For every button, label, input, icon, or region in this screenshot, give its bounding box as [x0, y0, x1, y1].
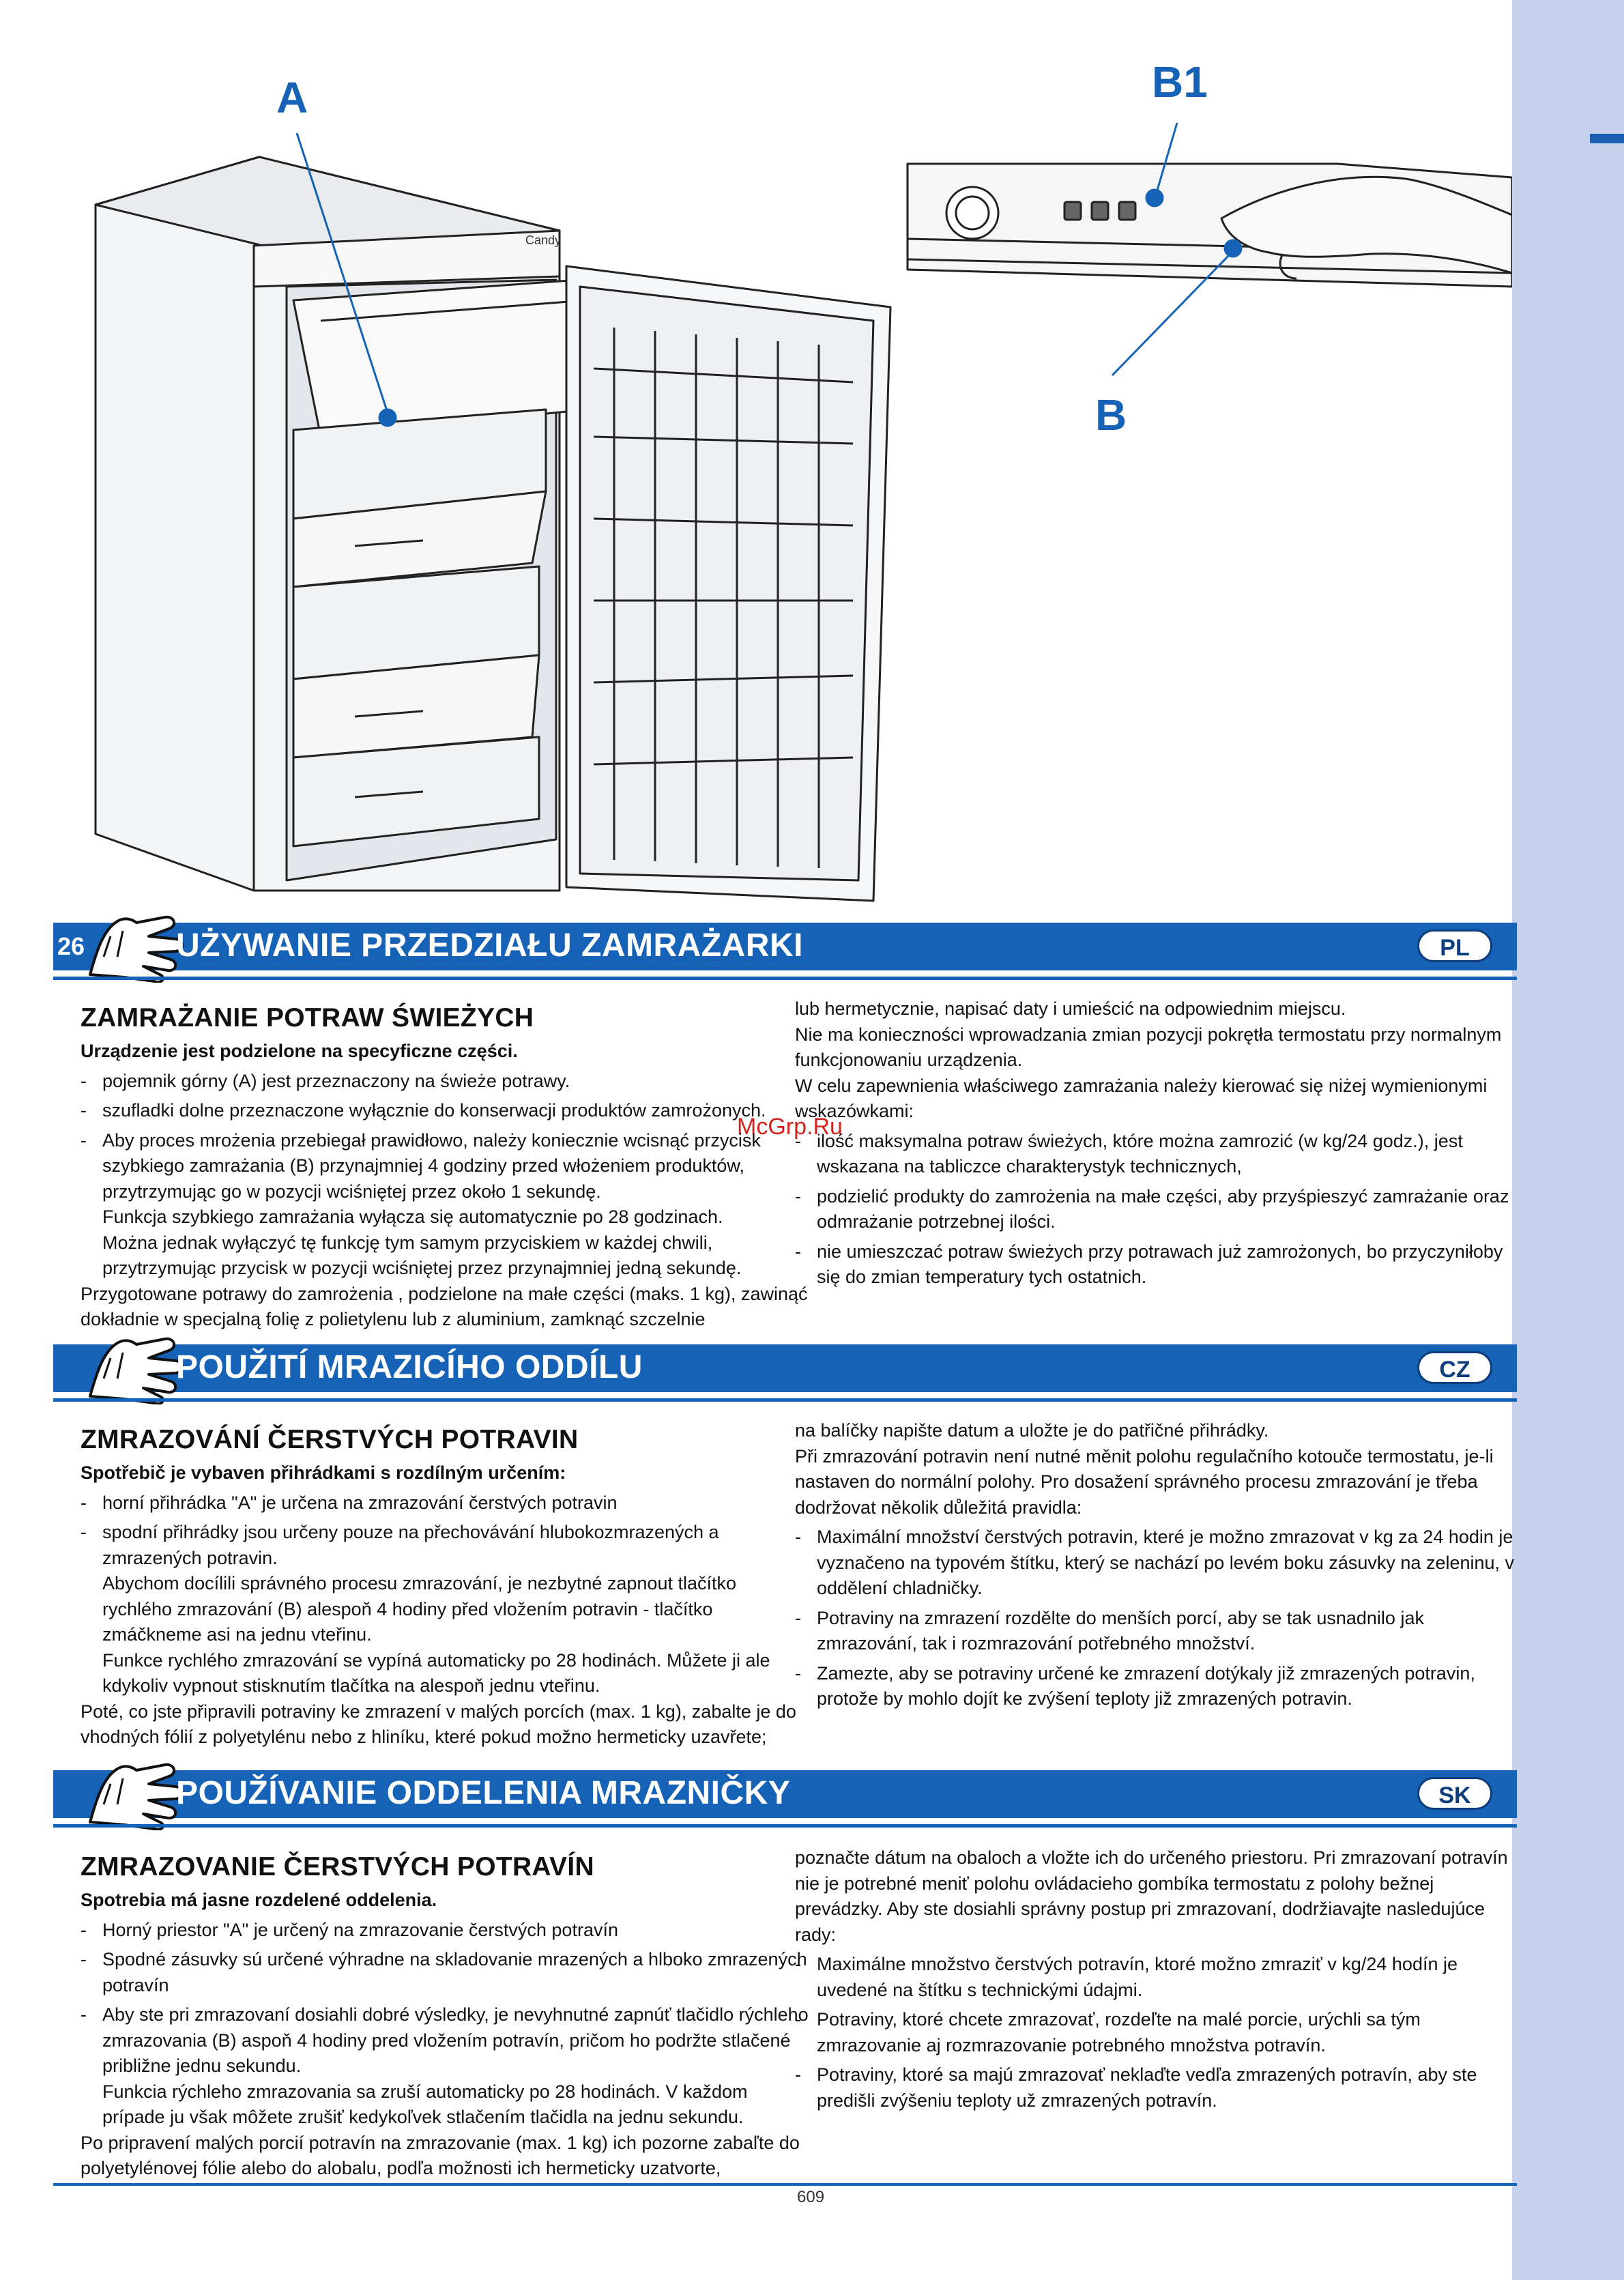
paragraph: Poté, co jste připravili potraviny ke zmrazení v malých porcích (max. 1 kg), zabalte je do vhodných fólií z polyetylénu nebo z hliníku, které pokud možno hermeticky uzavřete;	[81, 1701, 796, 1747]
hand-icon	[83, 1757, 186, 1830]
paragraph: Spotrebia má jasne rozdelené oddelenia.	[81, 1890, 437, 1910]
band-underline	[53, 977, 1517, 980]
page-folio: 609	[797, 2188, 825, 2206]
paragraph: Przygotowane potrawy do zamrożenia , podzielone na małe części (maks. 1 kg), zawinąć dokładnie w specjalną folię z polietylenu lub z aluminium, zamknąć szczelnie	[81, 1283, 808, 1329]
paragraph: Funkcia rýchleho zmrazovania sa zruší automaticky po 28 hodinách. V každom prípade ju však môžete zrušiť kedykoľvek stlačením tlačidla na jednu sekundu.	[102, 2081, 748, 2127]
paragraph: Można jednak wyłączyć tę funkcję tym samym przyciskiem w każdej chwili, przytrzymując przycisk w pozycji wciśniętej przez przynajmniej jedną sekundę.	[102, 1232, 742, 1278]
hand-icon	[83, 909, 186, 983]
bullet-item: - Aby ste pri zmrazovaní dosiahli dobré výsledky, je nevyhnutné zapnúť tlačidlo rýchleho zmrazovania (B) aspoň 4 hodiny pred vložením potravín, pričom ho podržte stlačené približne jednu sekundu.	[81, 2002, 809, 2079]
paragraph: na balíčky napište datum a uložte je do patřičné přihrádky.	[795, 1420, 1269, 1441]
language-badge: CZ	[1417, 1351, 1492, 1384]
bullet-item: - podzielić produkty do zamrożenia na małe części, aby przyśpieszyć zamrażanie oraz odmrażanie potrzebnej ilości.	[795, 1184, 1524, 1235]
paragraph: Po pripravení malých porcií potravín na zmrazovanie (max. 1 kg) ich pozorne zabaľte do polyetylénovej fólie alebo do alobalu, podľa možnosti ich hermeticky uzatvorte,	[81, 2132, 800, 2178]
section-title: UŻYWANIE PRZEDZIAŁU ZAMRAŻARKI	[176, 927, 803, 964]
text-column-left	[81, 1424, 809, 1750]
label-a: A	[276, 73, 308, 122]
side-thumb-marker	[1590, 134, 1624, 143]
paragraph: Funkcja szybkiego zamrażania wyłącza się automatycznie po 28 godzinach.	[102, 1207, 723, 1227]
text-column-right	[795, 1418, 1524, 1712]
paragraph: Urządzenie jest podzielone na specyficzne części.	[81, 1041, 518, 1061]
hand-icon	[83, 1331, 186, 1404]
bullet-item: - ilość maksymalna potraw świeżych, które można zamrozić (w kg/24 godz.), jest wskazana na tabliczce charakterystyk technicznych,	[795, 1129, 1524, 1180]
band-underline	[53, 1824, 1517, 1828]
bullet-item: - Horný priestor "A" je určený na zmrazovanie čerstvých potravín	[81, 1918, 809, 1944]
language-badge: PL	[1417, 929, 1492, 962]
paragraph: Abychom docílili správného procesu zmrazování, je nezbytné zapnout tlačítko rychlého zmrazování (B) alespoň 4 hodiny před vložením potravin - tlačítko zmáčkneme asi na jednu vteřinu.	[102, 1573, 736, 1645]
section-title: POUŽÍVANIE ODDELENIA MRAZNIČKY	[176, 1775, 791, 1811]
section-heading: ZMRAZOVÁNÍ ČERSTVÝCH POTRAVIN	[81, 1425, 579, 1454]
bullet-item: - Potraviny, ktoré sa majú zmrazovať neklaďte vedľa zmrazených potravín, aby ste predišli zvýšeniu teploty už zmrazených potravín.	[795, 2062, 1524, 2113]
text-column-right	[795, 1845, 1524, 2113]
section-band-pl	[53, 923, 1517, 970]
text-column-left	[81, 1851, 809, 2182]
label-b: B	[1095, 390, 1127, 439]
bullet-item: - Maximálne množstvo čerstvých potravín, ktoré možno zmraziť v kg/24 hodín je uvedené na štítku s technickými údajmi.	[795, 1952, 1524, 2003]
text-column-left	[81, 1002, 809, 1333]
brand-logo: Candy	[525, 233, 562, 247]
section-heading: ZAMRAŻANIE POTRAW ŚWIEŻYCH	[81, 1003, 534, 1033]
section-band-cz	[53, 1344, 1517, 1392]
freezer-illustration	[0, 0, 1512, 908]
paragraph: Spotřebič je vybaven přihrádkami s rozdílným určením:	[81, 1462, 566, 1483]
watermark-text: McGrp.Ru	[737, 1114, 843, 1140]
bullet-item: - pojemnik górny (A) jest przeznaczony na świeże potrawy.	[81, 1069, 809, 1095]
paragraph: poznačte dátum na obaloch a vložte ich do určeného priestoru. Pri zmrazovaní potravín nie je potrebné meniť polohu ovládacieho gombíka termostatu z polohy bežnej prevádzky. Aby ste dosiahli správny postup pri zmrazovaní, dodržiavajte nasledujúce rady:	[795, 1847, 1508, 1945]
bullet-item: - nie umieszczać potraw świeżych przy potrawach już zamrożonych, bo przyczyniłoby się do zmian temperatury tych ostatnich.	[795, 1239, 1524, 1290]
section-title: POUŽITÍ MRAZICÍHO ODDÍLU	[176, 1349, 643, 1385]
bullet-item: - Maximální množství čerstvých potravin, které je možno zmrazovat v kg za 24 hodin je vyznačeno na typovém štítku, který se nachází po levém boku zásuvky na zeleninu, v oddělení chladničky.	[795, 1525, 1524, 1602]
section-heading: ZMRAZOVANIE ČERSTVÝCH POTRAVÍN	[81, 1852, 594, 1881]
paragraph: Funkce rychlého zmrazování se vypíná automaticky po 28 hodinách. Můžete ji ale kdykoliv vypnout stisknutím tlačítka na alespoň jednu vteřinu.	[102, 1649, 770, 1696]
bullet-item: - spodní přihrádky jsou určeny pouze na přechovávání hlubokozmrazených a zmrazených potravin.	[81, 1520, 809, 1571]
text-column-right	[795, 996, 1524, 1290]
bullet-item: - Spodné zásuvky sú určené výhradne na skladovanie mrazených a hlboko zmrazených potravín	[81, 1947, 809, 1998]
label-b1: B1	[1152, 57, 1208, 106]
section-band-sk	[53, 1770, 1517, 1818]
bullet-item: - Potraviny na zmrazení rozdělte do menších porcí, aby se tak usnadnilo jak zmrazování, tak i rozmrazování potřebného množství.	[795, 1606, 1524, 1657]
bullet-item: - Potraviny, ktoré chcete zmrazovať, rozdeľte na malé porcie, urýchli sa tým zmrazovanie aj rozmrazovanie potrebného množstva potravín.	[795, 2007, 1524, 2058]
bullet-item: - horní přihrádka "A" je určena na zmrazování čerstvých potravin	[81, 1490, 809, 1516]
page-number: 26	[53, 923, 89, 970]
paragraph: Při zmrazování potravin není nutné měnit polohu regulačního kotouče termostatu, je-li nastaven do normální polohy. Pro dosažení správného procesu zmrazování je třeba dodržovat několik důležitá pravidla:	[795, 1445, 1494, 1518]
bullet-item: - Aby proces mrożenia przebiegał prawidłowo, należy koniecznie wcisnąć przycisk szybkiego zamrażania (B) przynajmniej 4 godziny przed włożeniem produktów, przytrzymując go w pozycji wciśniętej przez około 1 sekundę.	[81, 1128, 809, 1205]
bullet-item: - Zamezte, aby se potraviny určené ke zmrazení dotýkaly již zmrazených potravin, protože by mohlo dojít ke zvýšení teploty již zmrazených potravin.	[795, 1661, 1524, 1712]
language-badge: SK	[1417, 1777, 1492, 1810]
paragraph: Nie ma konieczności wprowadzania zmian pozycji pokrętła termostatu przy normalnym funkcjonowaniu urządzenia.	[795, 1024, 1502, 1070]
bullet-item: - szufladki dolne przeznaczone wyłącznie do konserwacji produktów zamrożonych.	[81, 1098, 809, 1124]
side-thumb-tab	[1512, 0, 1624, 2280]
paragraph: lub hermetycznie, napisać daty i umieścić na odpowiednim miejscu.	[795, 998, 1346, 1019]
bottom-rule	[53, 2183, 1517, 2186]
paragraph: W celu zapewnienia właściwego zamrażania należy kierować się niżej wymienionymi wskazówkami:	[795, 1075, 1488, 1121]
band-underline	[53, 1398, 1517, 1402]
